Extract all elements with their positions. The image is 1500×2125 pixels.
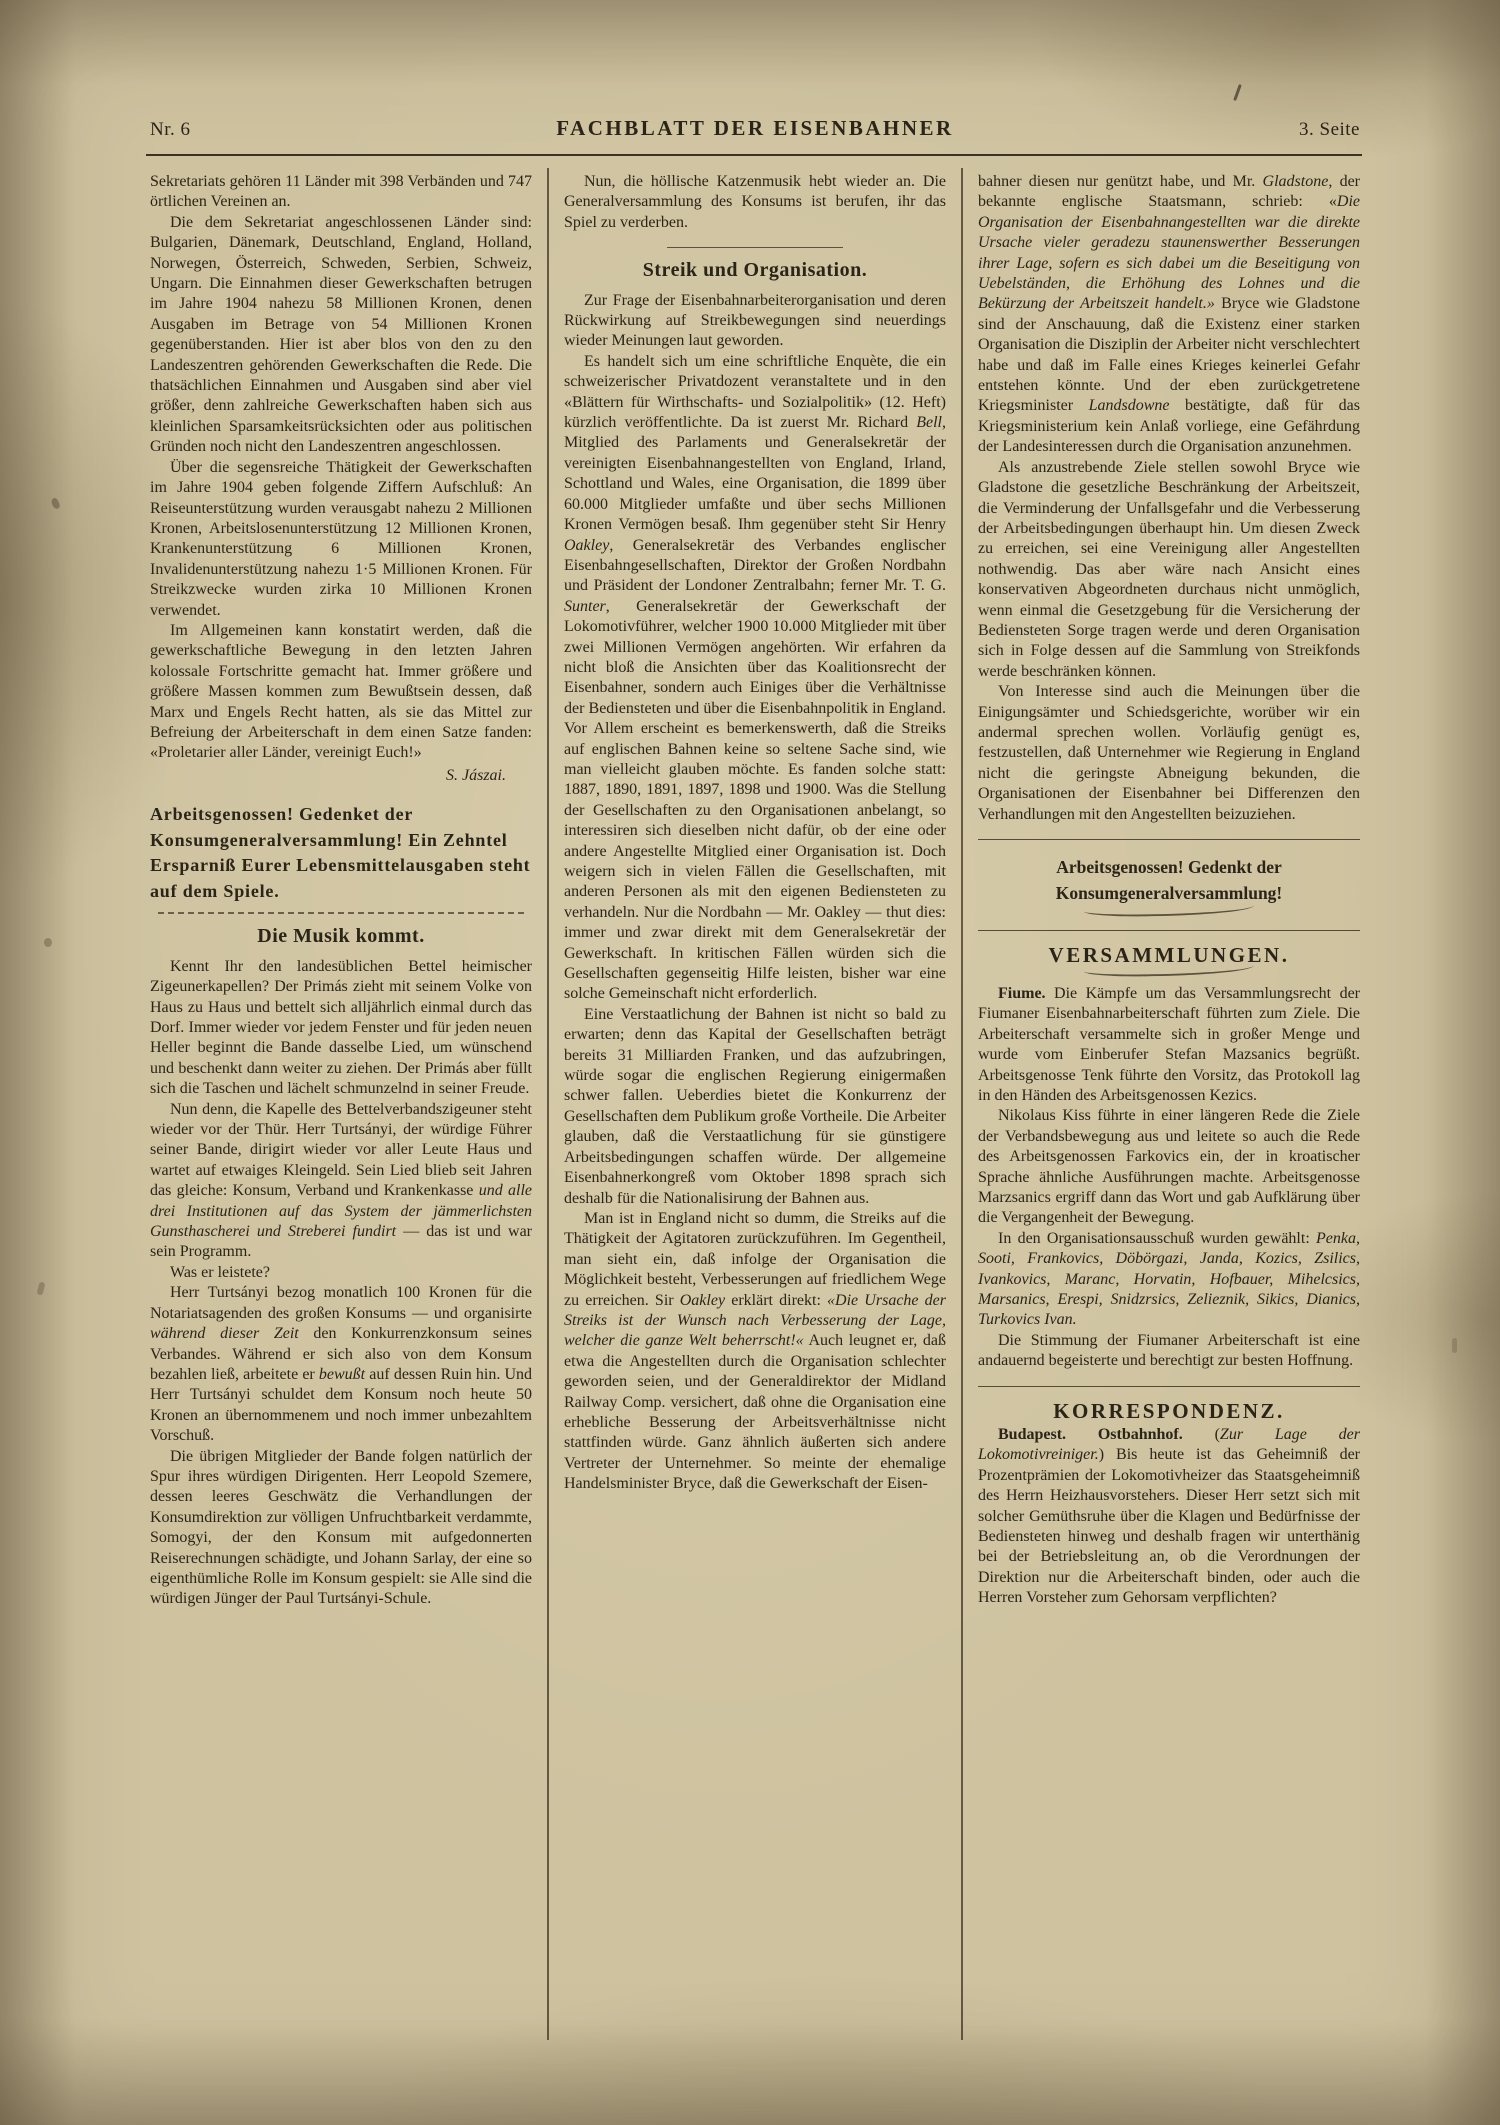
text-run: Die Stimmung der Fiumaner Arbeiterschaft ist eine andauernd begeisterte und berechtigt zur besten Hoffnung. <box>978 1331 1360 1370</box>
paragraph <box>564 172 946 233</box>
text-run: Eine Verstaatlichung der Bahnen ist nicht so bald zu erwarten; denn das Kapital der Gesellschaften beträgt bereits 31 Milliarden Franken, und das aufzubringen, würde sogar die englischen Regierung einigermaßen schwer fallen. Ueberdies bietet die Konkurrenz der Gesellschaften dem Publikum große Vortheile. Die Arbeiter glauben, daß die Verstaatlichung für sie günstigere Arbeitsbedingungen schaffen würde. Der allgemeine Eisenbahnerkongreß vom Oktober 1898 sprach sich deshalb für die Nationalisirung der Bahnen aus. <box>564 1005 946 1207</box>
paragraph <box>150 172 532 213</box>
paragraph <box>150 621 532 764</box>
text-run: und alle drei Institutionen auf das System der jämmerlichsten Gunsthascherei und Streberei fundirt <box>150 1182 532 1241</box>
text-run: Als anzustrebende Ziele stellen sowohl Bryce wie Gladstone die gesetzliche Beschränkung der Arbeitszeit, die Verminderung der Unfallsgefahr und die Verbesserung der Arbeitsbedingungen überhaupt hin. Um diesen Zweck zu erreichen, sei eine Vereinigung aller Angestellten nothwendig. Das aber wäre nach Ansicht eines konservativen Abgeordneten durchaus nicht unmöglich, wenn einmal die Gesetzgebung für die Versicherung der Bediensteten Sorge tragen werde und deren Organisation sich in Folge dessen auf die Sammlung von Streikfonds werde beschränken können. <box>978 458 1360 680</box>
text-run: erklärt direkt: <box>725 1291 828 1309</box>
text-run: Landsdowne <box>1088 397 1170 415</box>
text-run: Oakley <box>679 1291 726 1309</box>
section-heading <box>150 926 532 946</box>
column-left <box>150 172 532 1610</box>
rule-divider <box>667 247 843 248</box>
issue-number: Nr. 6 <box>150 119 191 140</box>
paragraph <box>150 1447 532 1610</box>
text-run: Im Allgemeinen kann konstatirt werden, daß die gewerkschaftliche Bewegung in den letzten Jahren kolossale Fortschritte gemacht hat. Immer größere und größere Massen kommen zum Bewußtsein dessen, daß Marx und Engels Recht hatten, als sie das Mittel zur Befreiung der Arbeiterschaft in dem einen Satze fanden: «Proletarier aller Länder, vereinigt Euch!» <box>150 621 532 762</box>
text-run: S. Jászai. <box>446 766 506 784</box>
text-run: Die Musik kommt. <box>257 925 425 948</box>
text-run: Streik und Organisation. <box>642 259 868 282</box>
text-run: Oakley <box>564 536 610 554</box>
text-run: Die Organisation der Eisenbahnangestellten war die direkte Ursache vieler geradezu staunenswerther Besserungen ihrer Lage, sofern es sich dabei um die Beseitigung von Uebelständen, die Erhöhung des Lohnes und die Bekürzung der Arbeitszeit handelt.» <box>978 193 1360 313</box>
notice <box>150 802 532 904</box>
text-run: Nun denn, die Kapelle des Bettelverbandszigeuner steht wieder vor der Thür. Herr Turtsányi, der würdige Führer seiner Bande, dirigirt wieder vor aller Leute Haus und wartet auf etwaiges Kleingeld. Sein Lied blieb seit Jahren das gleiche: Konsum, Verband und Krankenkasse <box>150 1100 532 1200</box>
text-run: Sekretariats gehören 11 Länder mit 398 Verbänden und 747 örtlichen Vereinen an. <box>150 173 532 211</box>
rule-divider <box>978 930 1360 931</box>
text-run: Die übrigen Mitglieder der Bande folgen natürlich der Spur ihres würdigen Dirigenten. Herr Leopold Szemere, dessen leeres Geschwätz die Verhandlungen der Konsumdirektion zur völligen Unfruchtbarkeit verdammte, Somogyi, der den Konsum mit aufgedonnerten Reiserechnungen schädigte, und Johann Sarlay, der eine so eigenthümliche Rolle im Konsum gespielt: sie Alle sind die würdigen Jünger der Paul Turtsányi-Schule. <box>150 1447 532 1608</box>
paragraph <box>978 1106 1360 1228</box>
ink-speck <box>1233 84 1242 101</box>
text-run: während dieser Zeit <box>150 1325 299 1343</box>
ink-speck <box>44 938 52 947</box>
text-run: Bell <box>916 414 942 432</box>
text-run: Arbeitsgenossen! Gedenket der Konsumgeneralversammlung! Ein Zehntel Ersparniß Eurer Lebensmittelausgaben steht auf dem Spiele. <box>150 804 531 901</box>
ink-speck <box>1452 1338 1457 1353</box>
text-run: KORRESPONDENZ. <box>1053 1398 1285 1423</box>
text-run: — das ist und war sein Programm. <box>150 1223 532 1261</box>
page-number: 3. Seite <box>1299 119 1360 140</box>
text-run: Bryce wie Gladstone sind der Anschauung, daß die Existenz einer starken Organisation die Disziplin der Arbeiter nicht verschlechtert habe und daß im Falle eines Krieges keinerlei Gefahr entstehen könnte. Und der eben zurückgetretene Kriegsminister <box>978 295 1360 415</box>
text-run: Zur Lage der Lokomotivreiniger. <box>978 1426 1361 1464</box>
text-run: Kennt Ihr den landesüblichen Bettel heimischer Zigeunerkapellen? Der Primás zieht mit seinem Volke von Haus zu Haus und bettelt sich alljährlich einmal durch das Dorf. Immer wieder vor jedem Fenster und für jeden neuen Heller beginnt die Bande dasselbe Lied, um wünschend und beschenkt dann weiter zu ziehen. Der Primás aber füllt sich die Taschen und lächelt schmunzelnd in seiner Freude. <box>150 957 532 1098</box>
underline-flourish <box>1084 964 1254 977</box>
text-run: Sunter <box>564 597 606 615</box>
paragraph <box>978 682 1360 825</box>
signature <box>150 766 532 786</box>
section-heading <box>564 260 946 280</box>
text-run: , der bekannte englische Staatsmann, schrieb: « <box>978 173 1361 211</box>
text-run: Herr Turtsányi bezog monatlich 100 Kronen für die Notariatsagenden des großen Konsums — und organisirte <box>150 1284 532 1322</box>
text-run: , Generalsekretär der Gewerkschaft der Lokomotivführer, welcher 1900 10.000 Mitglieder mit über zwei Millionen Vermögen angehörten. Wir erfahren da nicht bloß die Ansichten über das Koalitionsrecht der Eisenbahner, sondern auch Einiges über die Verhältnisse der Bediensteten und über die Eisenbahnpolitik in England. Vor Allem erscheint es bemerkenswerth, daß die Streiks auf englischen Bahnen keine so seltene Sache sind, wie man vielleicht glauben möchte. Es fanden solche statt: 1887, 1890, 1891, 1897, 1898 und 1900. Was die Stellung der Gesellschaften zu den Organisationen anbelangt, so interessiren sich dieselben nicht dafür, ob der eine oder andere Angestellte Mitglied einer Organisation ist. Doch weigern sich in vielen Fällen die Gesellschaften, mit anderen Personen als mit den eigenen Bediensteten zu verhandeln. Nur die Nordbahn — Mr. Oakley — thut dies: immer und zwar direkt mit dem Generalsekretär der Gewerkschaft. In kritischen Fällen würden sich die Gesellschaften gegenseitig Hilfe leisten, bisher war eine solche Gemeinschaft nicht erforderlich. <box>564 597 946 1003</box>
text-run: Von Interesse sind auch die Meinungen über die Einigungsämter und Schiedsgerichte, worüber wir ein andermal sprechen wollen. Vorläufig genügt es, festzustellen, daß Unternehmer wie Regierung in England nicht die geringste Abneigung bekunden, die Organisationen der Eisenbahner bei Differenzen den Verhandlungen mit den Angestellten beizuziehen. <box>978 683 1360 823</box>
text-run: Nikolaus Kiss führte in einer längeren Rede die Ziele der Verbandsbewegung aus und leitete so auch die Rede des Arbeitsgenossen Farkovics ein, der in kroatischer Sprache ähnliche Ausführungen machte. Arbeitsgenosse Marzsanics ergriff dann das Wort und gab Aufklärung über die Vergangenheit der Bewegung. <box>978 1107 1360 1227</box>
paragraph <box>978 984 1360 1106</box>
text-run: Was er leistete? <box>170 1263 270 1281</box>
text-run: Zur Frage der Eisenbahnarbeiterorganisation und deren Rückwirkung auf Streikbewegungen sind neuerdings wieder Meinungen laut geworden. <box>564 291 946 350</box>
text-run: Fiume. <box>998 984 1046 1002</box>
text-run: bahner diesen nur genützt habe, und Mr. <box>978 173 1263 190</box>
text-run: , Mitglied des Parlaments und Generalsekretär der vereinigten Eisenbahnangestellten von England, Irland, Schottland und Wales, eine Organisation, die 1899 über 60.000 Mitglieder umfaßte und über sechs Millionen Kronen Vermögen besaß. Ihm gegenüber steht Sir Henry <box>564 414 946 534</box>
paragraph <box>564 1209 946 1495</box>
ink-speck <box>50 497 61 510</box>
column-middle <box>564 172 946 1610</box>
masthead <box>150 116 1360 141</box>
paragraph <box>150 213 532 458</box>
rule-divider <box>978 839 1360 840</box>
page-content <box>150 172 1360 1610</box>
text-run: bewußt <box>318 1365 366 1383</box>
paragraph <box>150 1100 532 1263</box>
rule-divider <box>978 1386 1360 1387</box>
paragraph <box>150 458 532 621</box>
text-run: , Generalsekretär des Verbandes englischer Eisenbahngesellschaften, Direktor der Großen Nordbahn und Präsident der Londoner Zentralbahn; ferner Mr. T. G. <box>564 536 946 595</box>
paragraph <box>978 1425 1360 1609</box>
text-run: VERSAMMLUNGEN. <box>1048 942 1290 967</box>
text-run: «Die Ursache der Streiks ist der Wunsch nach Verbesserung der Lage, welcher die ganze Welt beherrscht!« <box>564 1291 946 1350</box>
text-run: Die dem Sekretariat angeschlossenen Länder sind: Bulgarien, Dänemark, Deutschland, England, Holland, Norwegen, Österreich, Schweden, Serbien, Schweiz, Ungarn. Die Einnahmen dieser Gewerkschaften betrugen im Jahre 1904 nahezu 58 Millionen Kronen, denen Ausgaben im Betrage von 54 Millionen Kronen gegenüberstanden. Hier ist aber blos von den zu den Landeszentren gehörenden Gewerkschaften die Rede. Die thatsächlichen Einnahmen und Ausgaben sind aber viel größer, denn zahlreiche Gewerkschaften haben sich aus kleinlichen Sparsamkeitsrücksichten oder aus politischen Gründen noch nicht den Landeszentren angeschlossen. <box>150 213 532 456</box>
text-run: ( <box>1182 1426 1220 1444</box>
paragraph <box>564 291 946 352</box>
text-run: Penka, Sooti, Frankovics, Döbörgazi, Janda, Kozics, Zsilics, Ivankovics, Maranc, Horvatin, Hofbauer, Mihelcsics, Marsanics, Erespi, Snidzrsics, Zelieznik, Sikics, Dianics, Turkovics Ivan. <box>978 1229 1360 1329</box>
text-run: Über die segensreiche Thätigkeit der Gewerkschaften im Jahre 1904 geben folgende Ziffern Aufschluß: An Reiseunterstützung wurden verausgabt nahezu 2 Millionen Kronen, Arbeitslosenunterstützung 12 Millionen Kronen, Krankenunterstützung 6 Millionen Kronen, Invalidenunterstützung nahezu 1·5 Millionen Kronen. Für Streikzwecke wurden zirka 10 Millionen Kronen verwendet. <box>150 458 532 619</box>
masthead-title: FACHBLATT DER EISENBAHNER <box>556 116 954 140</box>
text-run: In den Organisationsausschuß wurden gewählt: <box>998 1229 1317 1247</box>
column-right <box>978 172 1360 1610</box>
paragraph <box>564 1005 946 1209</box>
dotted-divider <box>158 912 525 914</box>
text-run: Auch leugnet er, daß etwa die Angestellten durch die Organisation schlechter geworden seien, und der Generaldirektor der Midland Railway Comp. versichert, daß ohne die Organisation eine erhebliche Besserung der Arbeitsverhältnisse nicht stattfinden würde. Ganz ähnlich äußerten sich andere Vertreter der Unternehmer. So meinte der ehemalige Handelsminister Bryce, daß die Gewerkschaft der Eisen- <box>564 1332 946 1493</box>
paragraph <box>978 458 1360 682</box>
text-run: den Konkurrenzkonsum seines Verbandes. Während er sich also von dem Konsum bezahlen ließ, arbeitete er <box>150 1325 532 1383</box>
paragraph <box>978 1331 1360 1372</box>
masthead-rule <box>146 154 1362 156</box>
paragraph <box>978 1229 1360 1331</box>
ink-speck <box>37 1281 46 1295</box>
notice <box>984 854 1354 907</box>
paragraph <box>150 957 532 1100</box>
text-run: Nun, die höllische Katzenmusik hebt wieder an. Die Generalversammlung des Konsums ist berufen, ihr das Spiel zu verderben. <box>564 173 946 231</box>
text-run: Man ist in England nicht so dumm, die Streiks auf die Thätigkeit der Agitatoren zurückzuführen. Im Gegentheil, man sieht ein, daß infolge der Organisation die Möglichkeit besteht, Verbesserungen auf friedlichem Wege zu erreichen. Sir <box>564 1209 946 1309</box>
paragraph <box>978 172 1360 458</box>
paragraph <box>150 1283 532 1446</box>
text-run: auf dessen Ruin hin. Und Herr Turtsányi schuldet dem Konsum noch heute 50 Kronen an übernommenem und noch immer unbezahltem Vorschuß. <box>150 1365 533 1445</box>
section-heading <box>978 942 1360 967</box>
text-run: ) Bis heute ist das Geheimniß der Prozentprämien der Lokomotivheizer das Staatsgeheimniß des Herrn Heizhausvorstehers. Dieser Herr setzt sich mit solcher Gemüthsruhe über die Klagen und Bedürfnisse der Bediensteten hinweg und deshalb fragen wir unterthänig bei der Betriebsleitung an, ob die Verordnungen der Direktion nur die Arbeiterschaft binden, oder auch die Herren Vorsteher zum Gehorsam verpflichten? <box>978 1446 1360 1607</box>
text-run: Gladstone <box>1262 173 1329 190</box>
text-run: Arbeitsgenossen! Gedenkt der Konsumgeneralversammlung! <box>1055 857 1283 904</box>
text-run: Budapest. Ostbahnhof. <box>998 1426 1183 1444</box>
paragraph <box>150 1263 532 1283</box>
text-run: bestätigte, daß für das Kriegsministerium kein Anlaß vorliege, eine Gefährdung der Landesinteressen durch die Organisation anzunehmen. <box>978 397 1361 456</box>
paragraph <box>564 352 946 1005</box>
text-run: Es handelt sich um eine schriftliche Enquète, die ein schweizerischer Privatdozent veranstaltete und in den «Blättern für Wirthschafts- und Sozialpolitik» (12. Heft) kürzlich veröffentlichte. Da ist zuerst Mr. Richard <box>564 352 946 432</box>
section-heading <box>978 1398 1360 1423</box>
text-run: Die Kämpfe um das Versammlungsrecht der Fiumaner Eisenbahnarbeiterschaft führten zum Ziele. Die Arbeiterschaft versammelte sich in großer Menge und wurde vom Einberufer Stefan Mazsanics begrüßt. Arbeitsgenosse Tenk führte den Vorsitz, das Protokoll lag in den Händen des Arbeitsgenossen Kezics. <box>978 984 1360 1104</box>
